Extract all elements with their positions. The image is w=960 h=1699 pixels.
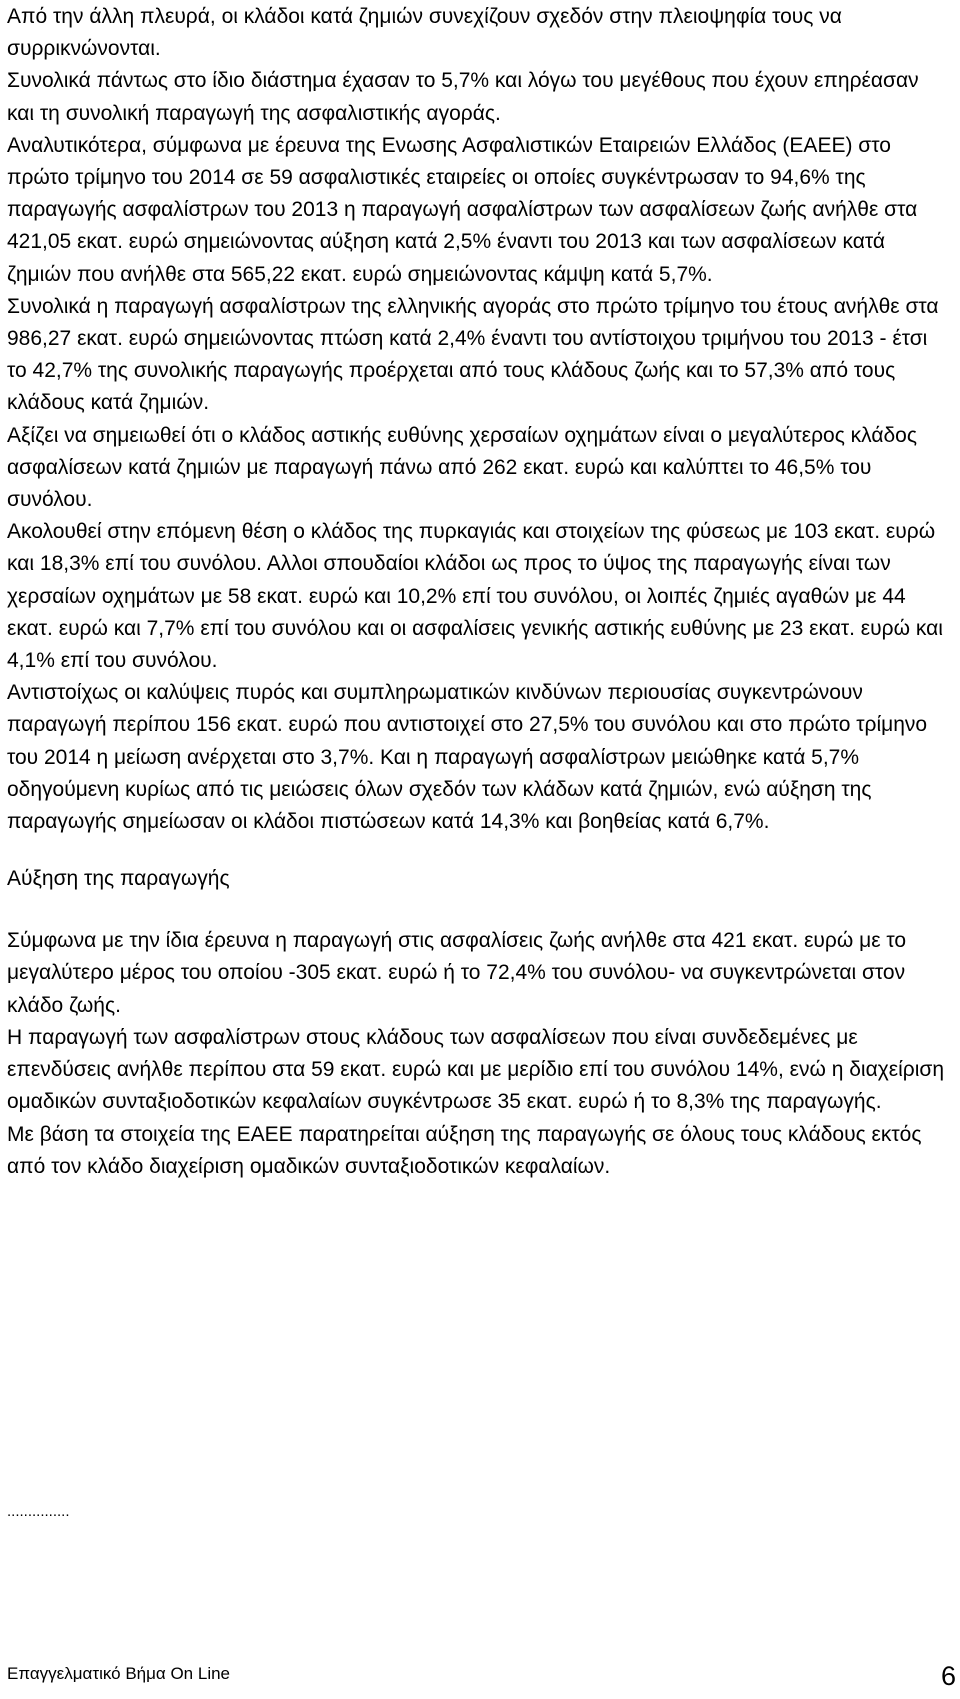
footer-publication: Επαγγελματικό Βήμα On Line [7, 1664, 231, 1683]
article-body-top [7, 0, 947, 838]
section-heading: Αύξηση της παραγωγής [7, 867, 230, 891]
paragraph: Αντιστοίχως οι καλύψεις πυρός και συμπληρωματικών κινδύνων περιουσίας συγκεντρώνουν παραγωγή περίπου 156 εκατ. ευρώ που αντιστοιχεί στο 27,5% του συνόλου και στο πρώτο τρίμηνο του 2014 η μείωση ανέρχεται στο 3,7%. Και η παραγωγή ασφαλίστρων μειώθηκε κατά 5,7% οδηγούμενη κυρίως από τις μειώσεις όλων σχεδόν των κλάδων κατά ζημιών, ενώ αύξηση της παραγωγής σημείωσαν οι κλάδοι πιστώσεων κατά 14,3% και βοηθείας κατά 6,7%. [7, 681, 928, 834]
paragraph: Με βάση τα στοιχεία της ΕΑΕΕ παρατηρείται αύξηση της παραγωγής σε όλους τους κλάδους εκτός από τον κλάδο διαχείριση ομαδικών συνταξιοδοτικών κεφαλαίων. [7, 1122, 922, 1178]
paragraph: Ακολουθεί στην επόμενη θέση ο κλάδος της πυρκαγιάς και στοιχείων της φύσεως με 103 εκατ. ευρώ και 18,3% επί του συνόλου. Αλλοι σπουδαίοι κλάδοι ως προς το ύψος της παραγωγής είναι των χερσαίων οχημάτων με 58 εκατ. ευρώ και 10,2% επί του συνόλου, οι λοιπές ζημιές αγαθών με 44 εκατ. ευρώ και 7,7% επί του συνόλου και οι ασφαλίσεις γενικής αστικής ευθύνης με 23 εκατ. ευρώ και 4,1% επί του συνόλου. [7, 520, 943, 673]
continuation-ellipsis: ............... [7, 1503, 70, 1520]
paragraph: Συνολικά πάντως στο ίδιο διάστημα έχασαν το 5,7% και λόγω του μεγέθους που έχουν επηρέασαν και τη συνολική παραγωγή της ασφαλιστικής αγοράς. [7, 69, 919, 125]
article-body-section [7, 925, 947, 1183]
paragraph: Συνολικά η παραγωγή ασφαλίστρων της ελληνικής αγοράς στο πρώτο τρίμηνο του έτους ανήλθε στα 986,27 εκατ. ευρώ σημειώνοντας πτώση κατά 2,4% έναντι του αντίστοιχου τριμήνου του 2013 - έτσι το 42,7% της συνολικής παραγωγής προέρχεται από τους κλάδους ζωής και το 57,3% από τους κλάδους κατά ζημιών. [7, 294, 939, 415]
paragraph: Η παραγωγή των ασφαλίστρων στους κλάδους των ασφαλίσεων που είναι συνδεδεμένες με επενδύσεις ανήλθε περίπου στα 59 εκατ. ευρώ και με μερίδιο επί του συνόλου 14%, ενώ η διαχείριση ομαδικών συνταξιοδοτικών κεφαλαίων συγκέντρωσε 35 εκατ. ευρώ ή το 8,3% της παραγωγής. [7, 1025, 945, 1114]
paragraph: Αξίζει να σημειωθεί ότι ο κλάδος αστικής ευθύνης χερσαίων οχημάτων είναι ο μεγαλύτερος κλάδος ασφαλίσεων κατά ζημιών με παραγωγή πάνω από 262 εκατ. ευρώ και καλύπτει το 46,5% του συνόλου. [7, 423, 917, 512]
page-number: 6 [940, 1661, 956, 1691]
paragraph: Σύμφωνα με την ίδια έρευνα η παραγωγή στις ασφαλίσεις ζωής ανήλθε στα 421 εκατ. ευρώ με το μεγαλύτερο μέρος του οποίου -305 εκατ. ευρώ ή το 72,4% του συνόλου- να συγκεντρώνεται στον κλάδο ζωής. [7, 929, 907, 1017]
document-page [7, 0, 947, 1183]
paragraph: Αναλυτικότερα, σύμφωνα με έρευνα της Ενωσης Ασφαλιστικών Εταιρειών Ελλάδος (ΕΑΕΕ) στο πρώτο τρίμηνο του 2014 σε 59 ασφαλιστικές εταιρείες οι οποίες συγκέντρωσαν το 94,6% της παραγωγής ασφαλίστρων του 2013 η παραγωγή ασφαλίστρων των ασφαλίσεων ζωής ανήλθε στα 421,05 εκατ. ευρώ σημειώνοντας αύξηση κατά 2,5% έναντι του 2013 και των ασφαλίσεων κατά ζημιών που ανήλθε στα 565,22 εκατ. ευρώ σημειώνοντας κάμψη κατά 5,7%. [7, 133, 918, 286]
paragraph: Από την άλλη πλευρά, οι κλάδοι κατά ζημιών συνεχίζουν σχεδόν στην πλειοψηφία τους να συρρικνώνονται. [7, 5, 842, 61]
